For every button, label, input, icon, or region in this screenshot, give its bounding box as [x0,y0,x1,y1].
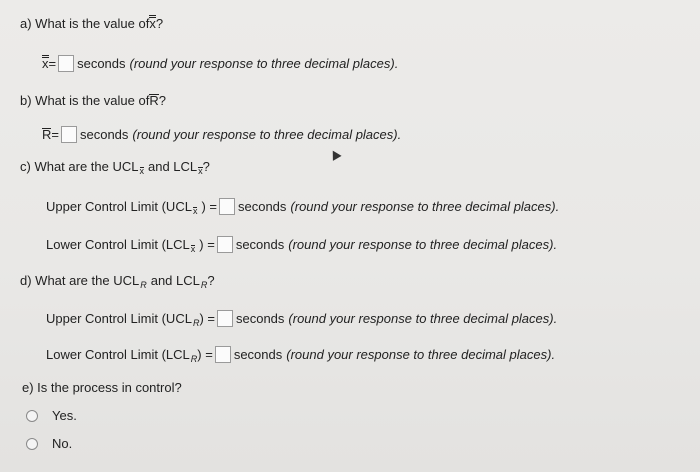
question-d: d) What are the UCL R and LCL R ? [20,273,215,290]
rounding-hint: (round your response to three decimal places). [290,199,560,214]
r-bar-symbol: R [149,93,159,108]
mouse-pointer-icon [328,148,341,161]
x-double-bar-input[interactable] [58,55,74,72]
x-bar-subscript: x [198,165,203,176]
x-bar-subscript: x [192,205,198,216]
x-bar-subscript: x [190,243,196,254]
rounding-hint: (round your response to three decimal places). [286,347,556,362]
option-yes[interactable] [26,408,77,423]
question-e: e) Is the process in control? [22,380,182,395]
x-double-bar-label: x [42,56,49,71]
question-b: b) What is the value of R ? [20,93,166,108]
option-yes-label: Yes. [52,408,77,423]
yes-radio[interactable] [26,410,38,422]
rounding-hint: (round your response to three decimal places). [288,311,558,326]
unit-text: seconds [235,311,285,326]
lcl-x-bar-row: Lower Control Limit (LCL x ) = seconds (round your response to three decimal places). [46,237,558,254]
lcl-r-row: Lower Control Limit (LCL R ) = seconds (round your response to three decimal places). [46,347,556,364]
no-radio[interactable] [26,438,38,450]
question-a-text: a) What is the value of [20,16,150,31]
lcl-x-bar-input[interactable] [217,236,233,253]
question-c: c) What are the UCL x and LCL x ? [20,159,210,176]
r-subscript: R [140,279,147,290]
unit-text: seconds [77,56,126,71]
question-b-text: b) What is the value of [20,93,150,108]
answer-row-x-double-bar: x = seconds (round your response to three decimal places). [42,56,399,71]
r-bar-label: R [42,127,52,142]
rounding-hint: (round your response to three decimal places). [129,56,399,71]
answer-row-r-bar: R = seconds (round your response to three decimal places). [42,127,402,142]
question-a: a) What is the value of x ? [20,16,164,31]
r-subscript: R [192,317,200,328]
r-subscript: R [190,353,198,364]
unit-text: seconds [237,199,287,214]
rounding-hint: (round your response to three decimal places). [288,237,558,252]
x-bar-subscript: x [139,165,144,176]
unit-text: seconds [233,347,283,362]
ucl-x-bar-input[interactable] [219,198,235,215]
r-bar-input[interactable] [61,126,77,143]
ucl-r-input[interactable] [217,310,233,327]
ucl-r-row: Upper Control Limit (UCL R ) = seconds (round your response to three decimal places). [46,311,558,328]
ucl-x-bar-row: Upper Control Limit (UCL x ) = seconds (round your response to three decimal places). [46,199,560,216]
unit-text: seconds [79,127,129,142]
unit-text: seconds [235,237,285,252]
option-no-label: No. [52,436,73,451]
rounding-hint: (round your response to three decimal places). [132,127,402,142]
r-subscript: R [200,279,208,290]
option-no[interactable] [26,436,72,451]
lcl-r-input[interactable] [215,346,231,363]
x-double-bar-symbol: x [149,16,156,31]
